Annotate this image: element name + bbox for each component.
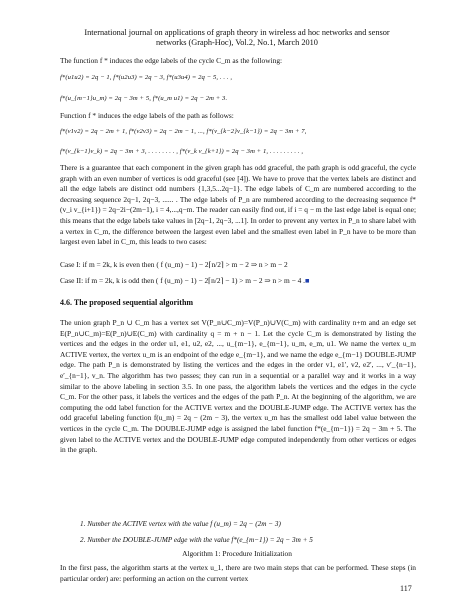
intro-cycle-text: The function f * induces the edge labels of the cycle C_m as the following: xyxy=(60,56,283,65)
equation-cycle-1: f*(u1u2) = 2q − 1, f*(u2u3) = 2q − 3, f*(u3u4) = 2q − 5, . . . , xyxy=(60,74,233,81)
intro-path-text: Function f * induces the edge labels of the path as follows: xyxy=(60,111,234,120)
case-two: Case II: if m = 2k, k is odd then ( f (u_m) − 1) − 2⌈n/2⌉ − 1) > m − 2 ⇒ n > m − 4 . xyxy=(60,276,306,285)
algorithm-caption: Algorithm 1: Procedure Initialization xyxy=(182,549,292,558)
section-title: 4.6. The proposed sequential algorithm xyxy=(60,298,194,307)
case-one: Case I: if m = 2k, k is even then ( f (u_m) − 1) − 2⌈n/2⌉ > m − 2 ⇒ n > m − 2 xyxy=(60,260,288,269)
end-of-proof-mark: ■ xyxy=(305,276,310,285)
page-number: 117 xyxy=(400,584,412,593)
paragraph-proof: There is a guarantee that each component in the given graph has odd graceful, the path graph is odd graceful, the cycle graph with an even number of vertices is odd graceful (see [4]). We have to prove that the vertex labels are distinct and all the edge labels are distinct odd numbers {1,3,5...2q−1}. The edge labels of C_m are numbered according to the decreasing sequence 2q−1, 2q−3, ...... . The edge labels of P_n are numbered according to the decreasing sequence f*(v_i v_{i+1}) = 2q−2i−(2m−1), i = 4,...,q−m. The reader can easily find out, if i = q − m the last edge label is equal one; this means that the edge labels take values in [2q−1, 2q−3, ...1]. In order to prevent any vertex in P_n to share label with a vertex in C_m, the difference between the largest even label and the smallest even label in P_n have to be more than largest even label in C_m, this leads to two cases: xyxy=(60,163,416,247)
paragraph-algorithm: The union graph P_n ∪ C_m has a vertex set V(P_n∪C_m)=V(P_n)∪V(C_m) with cardinality n+m and an edge set E(P_n∪C_m)=E(P_n)∪E(C_m) with cardinality q = m + n − 1. Let the cycle C_m is demonstrated by listing the vertices and the edges in the order u1, e1, u2, e2, ..., u_{m−1}, e_{m−1}, u_m, e_m, u1. We name the vertex u_m ACTIVE vertex, the vertex u_m is an endpoint of the edge e_{m−1}, and we name the edge e_{m−1} DOUBLE-JUMP edge. The path P_n is demonstrated by listing the vertices and the edges in the order v1, e1′, v2, e2′, ..., v′_{n−1}, e′_{n−1}, v_n. The algorithm has two passes; they can run in a sequential or a parallel way and it works in a way similar to the above labeling in section 3.5. In one pass, the algorithm labels the vertices and the edges in the cycle C_m. For the other pass, it labels the vertices and the edges of the path P_n. At the beginning of the algorithm, we are computing the odd label function for the ACTIVE vertex and the DOUBLE-JUMP edge. The ACTIVE vertex has the odd graceful labeling function f(u_m) = 2q − (2m − 3), the vertex u_m has the smallest odd label value between the vertices in the cycle C_m. The DOUBLE-JUMP edge is assigned the label function f*(e_{m−1}) = 2q − 3m + 5. The given label to the ACTIVE vertex and the DOUBLE-JUMP edge computed independently from other vertices or edges in the graph. xyxy=(60,318,416,455)
algorithm-step-2: 2. Number the DOUBLE-JUMP edge with the value f*(e_{m−1}) = 2q − 3m + 5 xyxy=(80,536,313,544)
case-two-line xyxy=(60,276,310,285)
equation-cycle-2: f*(u_{m−1}u_m) = 2q − 3m + 5, f*(u_m u1) = 2q − 2m + 3. xyxy=(60,95,228,102)
algorithm-step-1: 1. Number the ACTIVE vertex with the value f (u_m) = 2q − (2m − 3) xyxy=(80,520,281,528)
journal-header-line2: networks (Graph-Hoc), Vol.2, No.1, March 2010 xyxy=(156,38,318,47)
equation-path-1: f*(v1v2) = 2q − 2m + 1, f*(v2v3) = 2q − 2m − 1, ..., f*(v_{k−2}v_{k−1}) = 2q − 3m + 7, xyxy=(60,128,307,135)
equation-path-2: f*(v_{k−1}v_k) = 2q − 3m + 3, . . . . . . . . , f*(v_k v_{k+1}) = 2q − 3m + 1, . . . . . . . . . , xyxy=(60,148,304,155)
paragraph-first-pass: In the first pass, the algorithm starts at the vertex u_1, there are two main steps that can be performed. These steps (in particular order) are: performing an action on the current vertex xyxy=(60,563,416,583)
journal-header-line1: International journal on applications of graph theory in wireless ad hoc networks and sensor xyxy=(84,28,390,37)
